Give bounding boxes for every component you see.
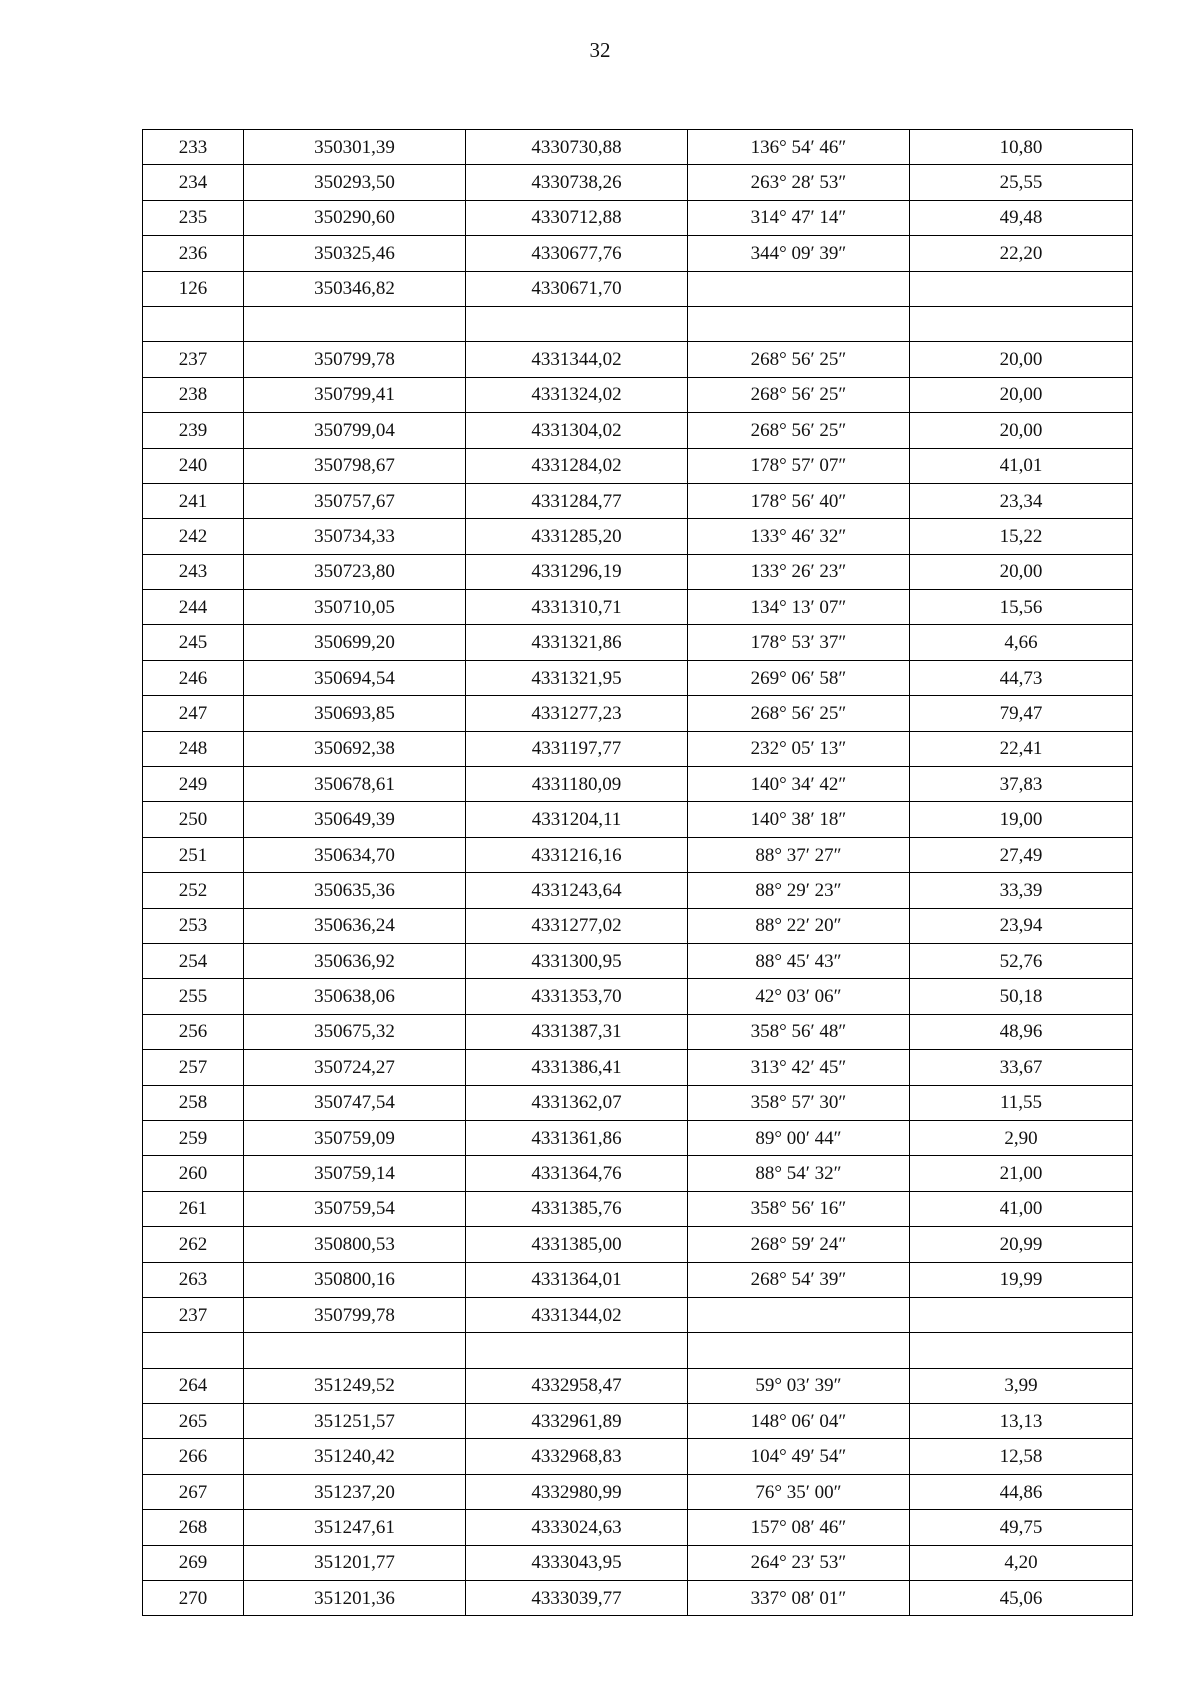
point-number-cell: 246 — [143, 660, 244, 695]
y-coordinate-cell: 4331321,86 — [466, 625, 688, 660]
point-number-cell: 253 — [143, 908, 244, 943]
segment-length-cell: 45,06 — [910, 1581, 1133, 1616]
y-coordinate-cell: 4331321,95 — [466, 660, 688, 695]
y-coordinate-cell: 4331364,01 — [466, 1262, 688, 1297]
point-number-cell: 258 — [143, 1085, 244, 1120]
segment-length-cell: 12,58 — [910, 1439, 1133, 1474]
y-coordinate-cell: 4331300,95 — [466, 943, 688, 978]
table-row — [143, 519, 1133, 554]
table-row — [143, 1368, 1133, 1403]
direction-angle-cell: 89° 00′ 44″ — [688, 1120, 910, 1155]
table-row — [143, 1297, 1133, 1332]
table-row — [143, 1227, 1133, 1262]
table-row — [143, 236, 1133, 271]
table-row — [143, 1014, 1133, 1049]
y-coordinate-cell: 4331277,02 — [466, 908, 688, 943]
point-number-cell — [143, 1333, 244, 1368]
point-number-cell: 237 — [143, 342, 244, 377]
x-coordinate-cell: 350346,82 — [244, 271, 466, 306]
point-number-cell: 248 — [143, 731, 244, 766]
segment-length-cell: 22,41 — [910, 731, 1133, 766]
segment-length-cell: 49,75 — [910, 1510, 1133, 1545]
table-row — [143, 837, 1133, 872]
point-number-cell: 262 — [143, 1227, 244, 1262]
y-coordinate-cell: 4331216,16 — [466, 837, 688, 872]
table-row — [143, 979, 1133, 1014]
segment-length-cell — [910, 271, 1133, 306]
segment-length-cell: 4,66 — [910, 625, 1133, 660]
y-coordinate-cell: 4331243,64 — [466, 873, 688, 908]
direction-angle-cell: 133° 46′ 32″ — [688, 519, 910, 554]
direction-angle-cell: 42° 03′ 06″ — [688, 979, 910, 1014]
x-coordinate-cell: 350759,09 — [244, 1120, 466, 1155]
point-number-cell: 263 — [143, 1262, 244, 1297]
direction-angle-cell: 358° 56′ 48″ — [688, 1014, 910, 1049]
x-coordinate-cell: 351247,61 — [244, 1510, 466, 1545]
y-coordinate-cell: 4331364,76 — [466, 1156, 688, 1191]
segment-length-cell: 41,01 — [910, 448, 1133, 483]
point-number-cell: 233 — [143, 130, 244, 165]
x-coordinate-cell: 350759,54 — [244, 1191, 466, 1226]
table-row — [143, 130, 1133, 165]
point-number-cell: 270 — [143, 1581, 244, 1616]
segment-length-cell: 11,55 — [910, 1085, 1133, 1120]
point-number-cell: 247 — [143, 696, 244, 731]
segment-length-cell: 19,00 — [910, 802, 1133, 837]
y-coordinate-cell: 4331385,76 — [466, 1191, 688, 1226]
point-number-cell: 249 — [143, 767, 244, 802]
direction-angle-cell: 268° 59′ 24″ — [688, 1227, 910, 1262]
y-coordinate-cell: 4331353,70 — [466, 979, 688, 1014]
y-coordinate-cell: 4330677,76 — [466, 236, 688, 271]
segment-length-cell: 2,90 — [910, 1120, 1133, 1155]
y-coordinate-cell: 4331310,71 — [466, 590, 688, 625]
x-coordinate-cell: 350301,39 — [244, 130, 466, 165]
segment-length-cell: 23,94 — [910, 908, 1133, 943]
x-coordinate-cell: 350757,67 — [244, 483, 466, 518]
x-coordinate-cell: 350759,14 — [244, 1156, 466, 1191]
segment-length-cell: 23,34 — [910, 483, 1133, 518]
direction-angle-cell: 140° 38′ 18″ — [688, 802, 910, 837]
x-coordinate-cell — [244, 306, 466, 341]
direction-angle-cell: 314° 47′ 14″ — [688, 200, 910, 235]
point-number-cell: 269 — [143, 1545, 244, 1580]
point-number-cell: 244 — [143, 590, 244, 625]
table-row — [143, 1510, 1133, 1545]
page-number: 32 — [589, 38, 611, 62]
direction-angle-cell: 104° 49′ 54″ — [688, 1439, 910, 1474]
direction-angle-cell: 178° 56′ 40″ — [688, 483, 910, 518]
y-coordinate-cell: 4330730,88 — [466, 130, 688, 165]
y-coordinate-cell: 4331386,41 — [466, 1050, 688, 1085]
x-coordinate-cell: 350799,78 — [244, 342, 466, 377]
direction-angle-cell: 344° 09′ 39″ — [688, 236, 910, 271]
table-row — [143, 767, 1133, 802]
coordinates-table-body — [143, 130, 1133, 1616]
x-coordinate-cell: 350675,32 — [244, 1014, 466, 1049]
y-coordinate-cell: 4332961,89 — [466, 1404, 688, 1439]
direction-angle-cell: 136° 54′ 46″ — [688, 130, 910, 165]
y-coordinate-cell: 4331180,09 — [466, 767, 688, 802]
segment-length-cell: 20,00 — [910, 342, 1133, 377]
segment-length-cell: 15,22 — [910, 519, 1133, 554]
x-coordinate-cell: 350638,06 — [244, 979, 466, 1014]
table-row — [143, 342, 1133, 377]
coordinates-table — [142, 129, 1133, 1616]
point-number-cell: 242 — [143, 519, 244, 554]
point-number-cell: 268 — [143, 1510, 244, 1545]
x-coordinate-cell — [244, 1333, 466, 1368]
direction-angle-cell: 268° 56′ 25″ — [688, 696, 910, 731]
point-number-cell: 252 — [143, 873, 244, 908]
x-coordinate-cell: 350693,85 — [244, 696, 466, 731]
segment-length-cell: 21,00 — [910, 1156, 1133, 1191]
point-number-cell: 238 — [143, 377, 244, 412]
direction-angle-cell: 337° 08′ 01″ — [688, 1581, 910, 1616]
segment-length-cell — [910, 1297, 1133, 1332]
table-row — [143, 625, 1133, 660]
y-coordinate-cell: 4331204,11 — [466, 802, 688, 837]
direction-angle-cell: 268° 56′ 25″ — [688, 342, 910, 377]
y-coordinate-cell: 4331304,02 — [466, 413, 688, 448]
segment-length-cell: 20,00 — [910, 413, 1133, 448]
direction-angle-cell: 268° 56′ 25″ — [688, 377, 910, 412]
table-row — [143, 1333, 1133, 1368]
y-coordinate-cell: 4332958,47 — [466, 1368, 688, 1403]
table-row — [143, 731, 1133, 766]
segment-length-cell: 44,86 — [910, 1474, 1133, 1509]
direction-angle-cell: 358° 56′ 16″ — [688, 1191, 910, 1226]
x-coordinate-cell: 350734,33 — [244, 519, 466, 554]
table-row — [143, 590, 1133, 625]
table-row — [143, 377, 1133, 412]
table-row — [143, 1404, 1133, 1439]
point-number-cell: 259 — [143, 1120, 244, 1155]
table-row — [143, 1050, 1133, 1085]
table-row — [143, 165, 1133, 200]
x-coordinate-cell: 350290,60 — [244, 200, 466, 235]
segment-length-cell: 19,99 — [910, 1262, 1133, 1297]
x-coordinate-cell: 350799,04 — [244, 413, 466, 448]
segment-length-cell: 37,83 — [910, 767, 1133, 802]
x-coordinate-cell: 351251,57 — [244, 1404, 466, 1439]
point-number-cell: 240 — [143, 448, 244, 483]
x-coordinate-cell: 350694,54 — [244, 660, 466, 695]
point-number-cell: 245 — [143, 625, 244, 660]
y-coordinate-cell: 4331387,31 — [466, 1014, 688, 1049]
segment-length-cell: 3,99 — [910, 1368, 1133, 1403]
y-coordinate-cell: 4331197,77 — [466, 731, 688, 766]
x-coordinate-cell: 351249,52 — [244, 1368, 466, 1403]
segment-length-cell: 15,56 — [910, 590, 1133, 625]
point-number-cell: 236 — [143, 236, 244, 271]
direction-angle-cell: 88° 37′ 27″ — [688, 837, 910, 872]
x-coordinate-cell: 350747,54 — [244, 1085, 466, 1120]
direction-angle-cell: 264° 23′ 53″ — [688, 1545, 910, 1580]
table-row — [143, 1085, 1133, 1120]
table-row — [143, 1581, 1133, 1616]
direction-angle-cell — [688, 1297, 910, 1332]
table-row — [143, 1545, 1133, 1580]
x-coordinate-cell: 350678,61 — [244, 767, 466, 802]
point-number-cell: 261 — [143, 1191, 244, 1226]
x-coordinate-cell: 350635,36 — [244, 873, 466, 908]
y-coordinate-cell: 4331385,00 — [466, 1227, 688, 1262]
point-number-cell: 234 — [143, 165, 244, 200]
point-number-cell: 264 — [143, 1368, 244, 1403]
point-number-cell: 241 — [143, 483, 244, 518]
y-coordinate-cell: 4331344,02 — [466, 1297, 688, 1332]
point-number-cell: 254 — [143, 943, 244, 978]
direction-angle-cell — [688, 306, 910, 341]
direction-angle-cell: 232° 05′ 13″ — [688, 731, 910, 766]
segment-length-cell: 44,73 — [910, 660, 1133, 695]
direction-angle-cell: 263° 28′ 53″ — [688, 165, 910, 200]
direction-angle-cell: 59° 03′ 39″ — [688, 1368, 910, 1403]
x-coordinate-cell: 350799,78 — [244, 1297, 466, 1332]
x-coordinate-cell: 350692,38 — [244, 731, 466, 766]
segment-length-cell: 20,00 — [910, 554, 1133, 589]
point-number-cell: 251 — [143, 837, 244, 872]
direction-angle-cell: 268° 56′ 25″ — [688, 413, 910, 448]
direction-angle-cell: 76° 35′ 00″ — [688, 1474, 910, 1509]
table-row — [143, 943, 1133, 978]
x-coordinate-cell: 350293,50 — [244, 165, 466, 200]
table-row — [143, 413, 1133, 448]
y-coordinate-cell: 4331362,07 — [466, 1085, 688, 1120]
segment-length-cell — [910, 1333, 1133, 1368]
direction-angle-cell: 178° 53′ 37″ — [688, 625, 910, 660]
direction-angle-cell: 133° 26′ 23″ — [688, 554, 910, 589]
table-row — [143, 1474, 1133, 1509]
segment-length-cell: 33,67 — [910, 1050, 1133, 1085]
segment-length-cell: 25,55 — [910, 165, 1133, 200]
segment-length-cell: 48,96 — [910, 1014, 1133, 1049]
segment-length-cell: 27,49 — [910, 837, 1133, 872]
point-number-cell: 256 — [143, 1014, 244, 1049]
direction-angle-cell: 178° 57′ 07″ — [688, 448, 910, 483]
segment-length-cell: 22,20 — [910, 236, 1133, 271]
x-coordinate-cell: 350710,05 — [244, 590, 466, 625]
table-row — [143, 660, 1133, 695]
y-coordinate-cell: 4331324,02 — [466, 377, 688, 412]
segment-length-cell: 10,80 — [910, 130, 1133, 165]
x-coordinate-cell: 350699,20 — [244, 625, 466, 660]
segment-length-cell: 50,18 — [910, 979, 1133, 1014]
y-coordinate-cell: 4330712,88 — [466, 200, 688, 235]
y-coordinate-cell: 4331296,19 — [466, 554, 688, 589]
table-row — [143, 1120, 1133, 1155]
point-number-cell: 250 — [143, 802, 244, 837]
point-number-cell: 239 — [143, 413, 244, 448]
table-row — [143, 271, 1133, 306]
point-number-cell: 265 — [143, 1404, 244, 1439]
point-number-cell: 267 — [143, 1474, 244, 1509]
x-coordinate-cell: 350634,70 — [244, 837, 466, 872]
table-row — [143, 873, 1133, 908]
table-row — [143, 483, 1133, 518]
y-coordinate-cell — [466, 1333, 688, 1368]
segment-length-cell: 4,20 — [910, 1545, 1133, 1580]
table-row — [143, 1191, 1133, 1226]
y-coordinate-cell: 4331277,23 — [466, 696, 688, 731]
x-coordinate-cell: 351201,36 — [244, 1581, 466, 1616]
point-number-cell: 243 — [143, 554, 244, 589]
y-coordinate-cell: 4333039,77 — [466, 1581, 688, 1616]
table-row — [143, 448, 1133, 483]
table-row — [143, 1439, 1133, 1474]
y-coordinate-cell: 4333024,63 — [466, 1510, 688, 1545]
x-coordinate-cell: 350636,24 — [244, 908, 466, 943]
point-number-cell: 126 — [143, 271, 244, 306]
segment-length-cell: 33,39 — [910, 873, 1133, 908]
segment-length-cell: 49,48 — [910, 200, 1133, 235]
segment-length-cell: 20,99 — [910, 1227, 1133, 1262]
y-coordinate-cell — [466, 306, 688, 341]
y-coordinate-cell: 4331284,02 — [466, 448, 688, 483]
direction-angle-cell: 358° 57′ 30″ — [688, 1085, 910, 1120]
segment-length-cell: 20,00 — [910, 377, 1133, 412]
point-number-cell: 257 — [143, 1050, 244, 1085]
segment-length-cell: 13,13 — [910, 1404, 1133, 1439]
y-coordinate-cell: 4330671,70 — [466, 271, 688, 306]
y-coordinate-cell: 4333043,95 — [466, 1545, 688, 1580]
direction-angle-cell: 88° 45′ 43″ — [688, 943, 910, 978]
x-coordinate-cell: 350636,92 — [244, 943, 466, 978]
table-row — [143, 802, 1133, 837]
point-number-cell: 266 — [143, 1439, 244, 1474]
x-coordinate-cell: 350649,39 — [244, 802, 466, 837]
table-row — [143, 554, 1133, 589]
y-coordinate-cell: 4331285,20 — [466, 519, 688, 554]
direction-angle-cell: 148° 06′ 04″ — [688, 1404, 910, 1439]
direction-angle-cell: 134° 13′ 07″ — [688, 590, 910, 625]
x-coordinate-cell: 350799,41 — [244, 377, 466, 412]
segment-length-cell: 52,76 — [910, 943, 1133, 978]
table-row — [143, 696, 1133, 731]
y-coordinate-cell: 4331344,02 — [466, 342, 688, 377]
direction-angle-cell: 140° 34′ 42″ — [688, 767, 910, 802]
x-coordinate-cell: 350800,16 — [244, 1262, 466, 1297]
point-number-cell: 260 — [143, 1156, 244, 1191]
y-coordinate-cell: 4330738,26 — [466, 165, 688, 200]
direction-angle-cell: 88° 54′ 32″ — [688, 1156, 910, 1191]
direction-angle-cell: 157° 08′ 46″ — [688, 1510, 910, 1545]
x-coordinate-cell: 350798,67 — [244, 448, 466, 483]
x-coordinate-cell: 351237,20 — [244, 1474, 466, 1509]
y-coordinate-cell: 4331284,77 — [466, 483, 688, 518]
direction-angle-cell — [688, 271, 910, 306]
table-row — [143, 908, 1133, 943]
point-number-cell — [143, 306, 244, 341]
direction-angle-cell: 88° 29′ 23″ — [688, 873, 910, 908]
x-coordinate-cell: 350724,27 — [244, 1050, 466, 1085]
table-row — [143, 200, 1133, 235]
y-coordinate-cell: 4332980,99 — [466, 1474, 688, 1509]
direction-angle-cell — [688, 1333, 910, 1368]
direction-angle-cell: 268° 54′ 39″ — [688, 1262, 910, 1297]
point-number-cell: 235 — [143, 200, 244, 235]
table-row — [143, 306, 1133, 341]
point-number-cell: 237 — [143, 1297, 244, 1332]
table-row — [143, 1262, 1133, 1297]
direction-angle-cell: 269° 06′ 58″ — [688, 660, 910, 695]
segment-length-cell — [910, 306, 1133, 341]
table-row — [143, 1156, 1133, 1191]
y-coordinate-cell: 4331361,86 — [466, 1120, 688, 1155]
segment-length-cell: 79,47 — [910, 696, 1133, 731]
x-coordinate-cell: 351201,77 — [244, 1545, 466, 1580]
y-coordinate-cell: 4332968,83 — [466, 1439, 688, 1474]
x-coordinate-cell: 351240,42 — [244, 1439, 466, 1474]
direction-angle-cell: 313° 42′ 45″ — [688, 1050, 910, 1085]
segment-length-cell: 41,00 — [910, 1191, 1133, 1226]
direction-angle-cell: 88° 22′ 20″ — [688, 908, 910, 943]
x-coordinate-cell: 350325,46 — [244, 236, 466, 271]
point-number-cell: 255 — [143, 979, 244, 1014]
x-coordinate-cell: 350800,53 — [244, 1227, 466, 1262]
x-coordinate-cell: 350723,80 — [244, 554, 466, 589]
